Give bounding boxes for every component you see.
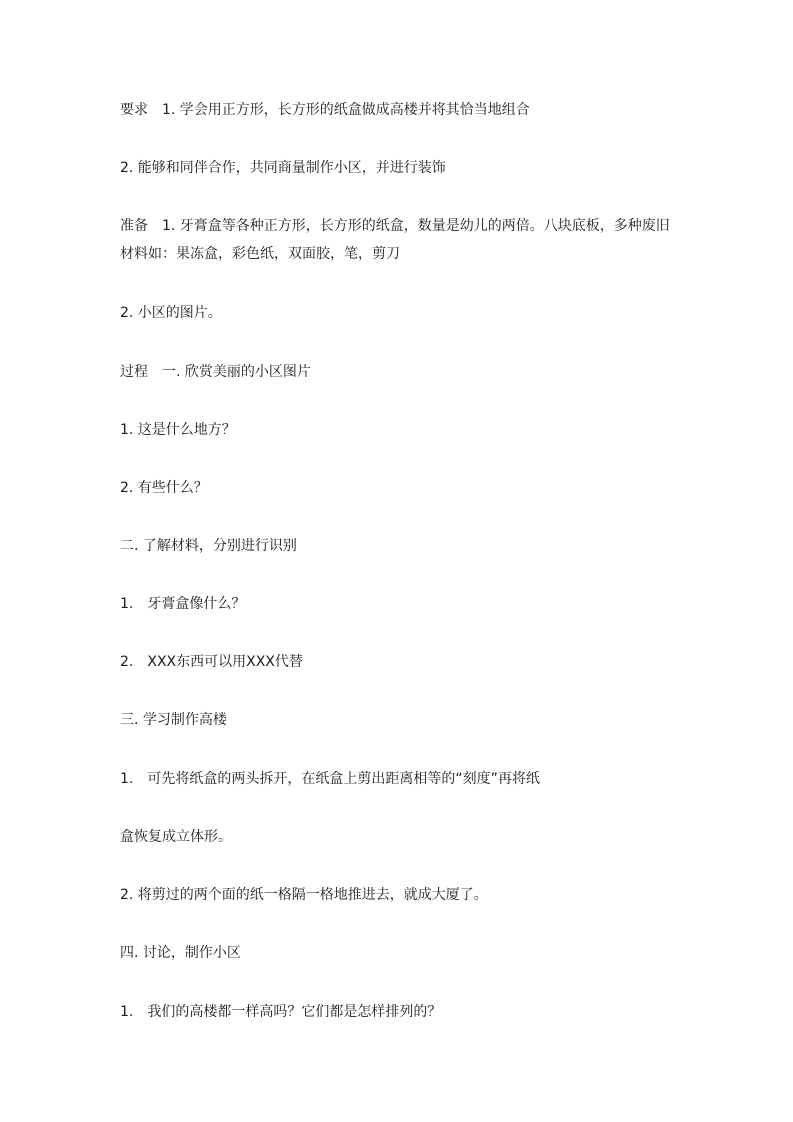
process-3-item-1-cont: 盒恢复成立体形。: [120, 829, 232, 845]
process-1-item-1: 1. 这是什么地方？: [120, 422, 236, 438]
process-2-item-2: 2. XXX东西可以用XXX代替: [120, 654, 303, 670]
preparation-2: 2. 小区的图片。: [120, 305, 222, 321]
requirement-2: 2. 能够和同伴合作，共同商量制作小区，并进行装饰: [120, 160, 446, 176]
requirement-1: 要求 1. 学会用正方形，长方形的纸盒做成高楼并将其恰当地组合: [120, 102, 530, 118]
preparation-1: 准备 1. 牙膏盒等各种正方形，长方形的纸盒，数量是幼儿的两倍。八块底板，多种废旧材料如：果冻盒，彩色纸，双面胶，笔，剪刀: [120, 218, 670, 262]
process-heading-3: 三. 学习制作高楼: [120, 712, 227, 728]
process-3-item-2: 2. 将剪过的两个面的纸一格隔一格地推进去，就成大厦了。: [120, 887, 488, 903]
process-heading-4: 四. 讨论，制作小区: [120, 945, 241, 961]
process-3-item-1: 1. 可先将纸盒的两头拆开，在纸盒上剪出距离相等的“刻度”再将纸: [120, 771, 540, 787]
process-2-item-1: 1. 牙膏盒像什么？: [120, 596, 246, 612]
process-4-item-1: 1. 我们的高楼都一样高吗？它们都是怎样排列的？: [120, 1004, 442, 1020]
process-heading-2: 二. 了解材料，分别进行识别: [120, 538, 297, 554]
process-1-item-2: 2. 有些什么？: [120, 480, 208, 496]
process-heading-1: 过程 一. 欣赏美丽的小区图片: [120, 364, 311, 380]
